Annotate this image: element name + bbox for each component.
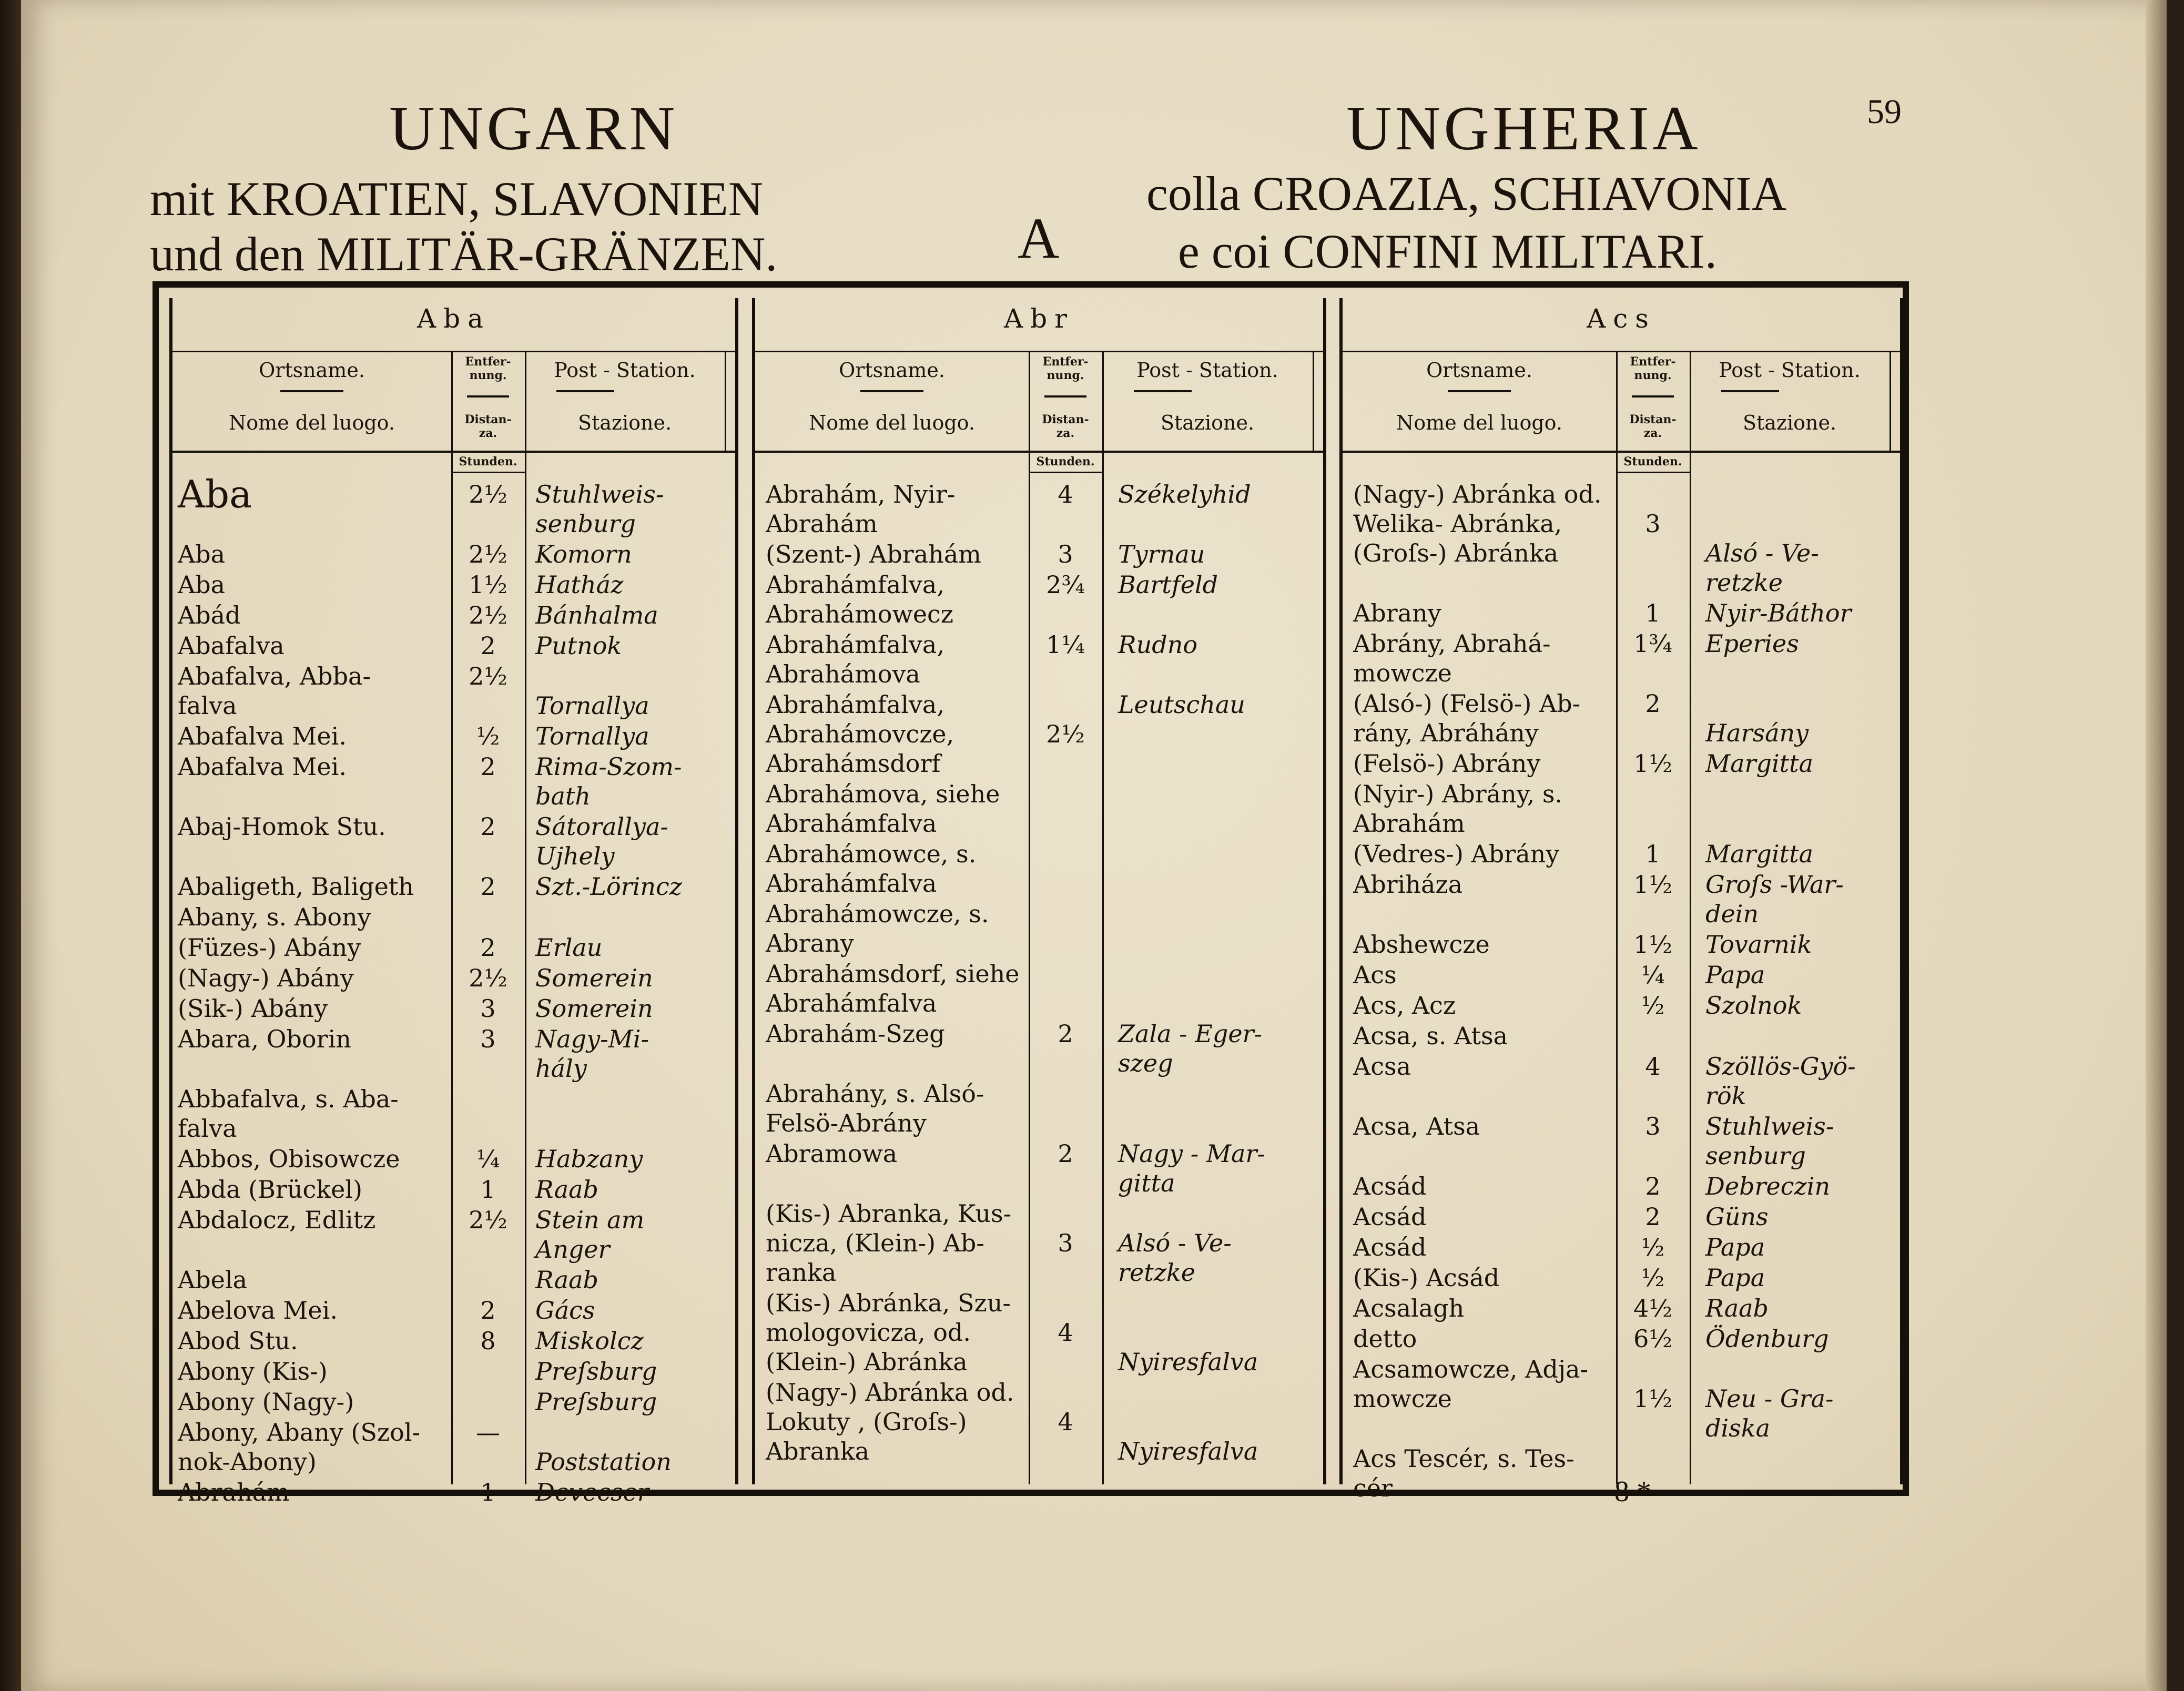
header-rule [755, 451, 1323, 453]
distance-hours: ½ [1641, 1233, 1665, 1261]
place-name: Abela [178, 1266, 248, 1294]
distance-hours: 1 [480, 1478, 496, 1506]
distance-hours: ½ [1641, 991, 1665, 1020]
header-stunden: Stunden. [459, 455, 517, 468]
distance-hours: 2½ [469, 964, 507, 992]
table-row [172, 1418, 735, 1476]
post-station: Eperies [1705, 629, 1799, 658]
distance-hours: 2½ [1046, 720, 1085, 748]
header-post: Post - Station. [1719, 359, 1861, 382]
table-row [172, 631, 735, 660]
table-row [1343, 960, 1900, 990]
place-name: Abramowa [766, 1139, 898, 1168]
table-row [1343, 1324, 1900, 1353]
place-name: Acs, Acz [1353, 991, 1456, 1020]
place-name: Abriháza [1353, 870, 1463, 899]
place-name: (Kis-) Acsád [1353, 1264, 1500, 1292]
post-station: Leutschau [1118, 690, 1245, 719]
distance-hours: 1 [1645, 599, 1661, 627]
post-station: Nyiresfalva [1118, 1437, 1258, 1465]
column-aba [169, 298, 738, 1506]
distance-hours: 2 [1058, 1020, 1073, 1048]
table-row [1343, 870, 1900, 929]
book-page [21, 0, 2167, 1691]
table-row [755, 630, 1323, 689]
section-rule [1343, 351, 1900, 352]
post-station: Bartfeld [1118, 571, 1218, 599]
place-name: Acsamowcze, Adja- mowcze [1353, 1355, 1589, 1413]
place-name: Abrány, Abrahá- mowcze [1353, 629, 1551, 687]
post-station: Bánhalma [535, 601, 658, 629]
table-row [755, 1079, 1323, 1138]
distance-hours: 2 [1645, 689, 1661, 718]
distance-hours: 8 [480, 1327, 496, 1355]
post-station: Margitta [1705, 840, 1814, 868]
table-row [172, 1084, 735, 1143]
place-name: Abrahány, s. Alsó- Felsö-Abrány [766, 1079, 984, 1137]
place-name: Abrahám-Szeg [766, 1020, 945, 1048]
place-name: Abafalva Mei. [178, 722, 347, 750]
table-row [172, 1175, 735, 1204]
table-row [172, 661, 735, 720]
left-title: UNGARN [389, 93, 678, 163]
post-station: Somerein [535, 994, 653, 1023]
table-row [172, 1144, 735, 1174]
distance-hours: 1½ [469, 571, 507, 599]
header-post: Post - Station. [1136, 359, 1278, 382]
place-name: (Felsö-) Abrány [1353, 749, 1541, 778]
table-row [172, 902, 735, 932]
table-row [172, 539, 735, 569]
place-name: Abony, Abany (Szol- nok-Abony) [178, 1418, 421, 1476]
post-station: Ödenburg [1705, 1325, 1829, 1353]
table-row [172, 872, 735, 901]
distance-hours: 1½ [1633, 870, 1672, 899]
post-station: Nagy-Mi- hály [535, 1025, 649, 1083]
distance-hours: 2¾ [1046, 571, 1085, 599]
post-station: Neu - Gra- diska [1705, 1384, 1834, 1442]
place-name: Abrahám, Nyir- Abrahám [766, 480, 956, 538]
post-station: Rudno [1118, 630, 1198, 659]
post-station: Preſsburg [535, 1357, 657, 1386]
right-title: UNGHERIA [1346, 93, 1701, 163]
table-row [1343, 1112, 1900, 1170]
left-subtitle-1: mit KROATIEN, SLAVONIEN [150, 172, 764, 226]
post-station: Erlau [535, 933, 603, 962]
header-stunden: Stunden. [1623, 455, 1682, 468]
stunden-rule [1029, 472, 1102, 473]
distance-hours: ½ [476, 722, 500, 750]
distance-hours: 4 [1058, 1318, 1073, 1347]
table-row [1343, 779, 1900, 838]
table-row [1343, 1021, 1900, 1051]
table-row [1343, 1052, 1900, 1111]
place-name: detto [1353, 1325, 1417, 1353]
section-letter: A [1018, 206, 1060, 270]
distance-hours: 4 [1058, 480, 1073, 508]
header-post: Post - Station. [554, 359, 696, 382]
post-station: Devecser [535, 1478, 649, 1506]
table-row [172, 1326, 735, 1356]
place-name: Abdalocz, Edlitz [178, 1206, 376, 1234]
distance-hours: 3 [1058, 1229, 1073, 1257]
distance-hours: ¼ [476, 1145, 500, 1173]
place-name: (Alsó-) (Felsö-) Ab- rány, Abráhány [1353, 689, 1581, 747]
section-rule [172, 351, 735, 352]
place-name: Acsalagh [1353, 1294, 1465, 1322]
distance-hours: ½ [1641, 1264, 1665, 1292]
header-bar [556, 390, 614, 392]
post-station: Komorn [535, 540, 632, 568]
table-row [172, 752, 735, 811]
row-list [172, 472, 735, 1506]
post-station: Putnok [535, 631, 622, 660]
place-name: (Nagy-) Abránka od. Lokuty , (Groſs-) Abranka [766, 1378, 1014, 1465]
place-name: Acs Tescér, s. Tes- cér [1353, 1444, 1574, 1502]
distance-hours: 1 [480, 1175, 496, 1204]
place-name: Abara, Oborin [178, 1025, 351, 1053]
place-name: Aba [178, 540, 226, 568]
distance-hours: 3 [1645, 1112, 1661, 1140]
post-station: Stuhlweis- senburg [1705, 1112, 1834, 1170]
table-row [1343, 1354, 1900, 1443]
place-name: Acsa, Atsa [1353, 1112, 1480, 1140]
table-row [1343, 480, 1900, 597]
header-ortsname: Ortsname. [1426, 359, 1532, 382]
distance-hours: 1¾ [1633, 629, 1672, 658]
place-name: (Nagy-) Abány [178, 964, 354, 992]
distance-hours: 2½ [469, 1206, 507, 1234]
distance-hours: 3 [1645, 510, 1661, 538]
header-stazione: Stazione. [1742, 411, 1837, 434]
distance-hours: 1½ [1633, 930, 1672, 959]
place-name: Acsád [1353, 1172, 1427, 1200]
distance-hours: 3 [480, 1025, 496, 1053]
table-row [755, 690, 1323, 778]
table-row [755, 1139, 1323, 1198]
page-number: 59 [1867, 93, 1902, 131]
post-station: Poststation [535, 1448, 672, 1476]
table-row [755, 779, 1323, 838]
post-station: Szöllös-Gyö- rök [1705, 1052, 1856, 1110]
post-station: Tornallya [535, 722, 649, 750]
table-row [172, 933, 735, 962]
divider-post-right [725, 351, 726, 453]
distance-hours: 1½ [1633, 749, 1672, 778]
header-bar [860, 390, 923, 392]
header-rule [172, 451, 735, 453]
place-name: Abony (Kis-) [178, 1357, 328, 1386]
table-row [1343, 1172, 1900, 1201]
place-name: Abrahámfalva, Abrahámowecz [766, 571, 954, 628]
table-row [1343, 1202, 1900, 1231]
place-name: Abafalva, Abba- falva [178, 662, 371, 720]
distance-hours: 2 [1645, 1172, 1661, 1200]
column-acs [1339, 298, 1903, 1502]
post-station: Stuhlweis- senburg [535, 480, 664, 538]
table-row [1343, 839, 1900, 869]
post-station: Szolnok [1705, 991, 1802, 1020]
table-row [1343, 689, 1900, 748]
post-station: Miskolcz [535, 1327, 644, 1355]
post-station: Somerein [535, 964, 653, 992]
table-row [755, 959, 1323, 1018]
distance-hours: 2 [480, 1296, 496, 1325]
table-row [1343, 1263, 1900, 1292]
place-name: Aba [178, 571, 226, 599]
table-row [755, 1199, 1323, 1287]
place-name: (Nagy-) Abránka od. Welika- Abránka, (Groſs-) Abránka [1353, 480, 1602, 567]
register-table [153, 281, 1909, 1506]
stunden-rule [1616, 472, 1690, 473]
distance-hours: ¼ [1641, 961, 1665, 989]
section-rule [755, 351, 1323, 352]
table-row [172, 963, 735, 993]
distance-hours: 1½ [1633, 1384, 1672, 1413]
header-bar [280, 390, 343, 392]
header-entfernung: Entfer- nung. [1042, 355, 1089, 382]
place-name: Abaligeth, Baligeth [178, 872, 414, 901]
post-station: Tovarnik [1705, 930, 1812, 959]
post-station: Papa [1705, 961, 1765, 989]
post-station: Tornallya [535, 691, 649, 720]
header-distanza: Distan- za. [1629, 413, 1677, 440]
place-name: Abany, s. Abony [178, 903, 371, 931]
table-row [755, 570, 1323, 629]
place-name: Abafalva [178, 631, 285, 660]
post-station: Alsó - Ve- retzke [1118, 1229, 1232, 1287]
place-name: (Vedres-) Abrány [1353, 840, 1560, 868]
place-name: Abád [178, 601, 241, 629]
table-row [1343, 1293, 1900, 1323]
place-name: (Füzes-) Abány [178, 933, 361, 962]
post-station: Margitta [1705, 749, 1814, 778]
place-name: Abod Stu. [178, 1327, 298, 1355]
post-station: Papa [1705, 1233, 1765, 1261]
table-row [1343, 749, 1900, 778]
row-list [755, 480, 1323, 1484]
table-row [172, 1478, 735, 1507]
table-row [1343, 1232, 1900, 1262]
header-stunden: Stunden. [1036, 455, 1095, 468]
column-abr [752, 298, 1326, 1484]
post-station: Nyir-Báthor [1705, 599, 1852, 627]
table-row [755, 539, 1323, 569]
table-row [1343, 930, 1900, 959]
table-row [172, 1357, 735, 1386]
section-title: Abr [1003, 303, 1075, 334]
distance-hours: 2 [480, 752, 496, 781]
post-station: Raab [535, 1266, 598, 1294]
distance-hours: 2 [1058, 1139, 1073, 1168]
post-station: Tyrnau [1118, 540, 1205, 568]
header-nome: Nome del luogo. [809, 411, 975, 434]
divider-post-right [1890, 351, 1891, 453]
page-edge [2146, 0, 2167, 1691]
table-row [755, 899, 1323, 958]
distance-hours: 6½ [1633, 1325, 1672, 1353]
post-station: Gács [535, 1296, 595, 1325]
place-name: Acsád [1353, 1233, 1427, 1261]
row-list [1343, 480, 1900, 1502]
place-name: (Kis-) Abranka, Kus- nicza, (Klein-) Ab- ranka [766, 1199, 1012, 1287]
right-subtitle-1: colla CROAZIA, SCHIAVONIA [1146, 167, 1787, 220]
post-station: Hatház [535, 571, 624, 599]
place-name: Abony (Nagy-) [178, 1388, 354, 1416]
header-distanza: Distan- za. [1042, 413, 1089, 440]
post-station: Szt.-Lörincz [535, 872, 682, 901]
place-name: Abelova Mei. [178, 1296, 338, 1325]
place-name: Abrahámsdorf, siehe Abrahámfalva [766, 960, 1020, 1017]
place-name: Abrany [1353, 599, 1441, 627]
header-nome: Nome del luogo. [229, 411, 395, 434]
place-name: (Nyir-) Abrány, s. Abrahám [1353, 780, 1563, 838]
table-row [172, 994, 735, 1023]
left-subtitle-2: und den MILITÄR-GRÄNZEN. [150, 227, 778, 281]
place-name: Abrahámfalva, Abrahámovcze, Abrahámsdorf [766, 690, 954, 778]
place-name: Abrahámowcze, s. Abrany [766, 900, 989, 957]
stunden-rule [451, 472, 525, 473]
place-name: Acsa, s. Atsa [1353, 1022, 1508, 1050]
distance-hours: 2 [480, 933, 496, 962]
distance-hours: 3 [1058, 540, 1073, 568]
distance-hours: 2 [480, 631, 496, 660]
distance-hours: 4 [1645, 1052, 1661, 1081]
post-station: Alsó - Ve- retzke [1705, 539, 1819, 597]
table-row [1343, 991, 1900, 1020]
header-entfernung: Entfer- nung. [465, 355, 511, 382]
place-name: Abrahám [178, 1478, 290, 1506]
place-name: Aba [178, 472, 252, 516]
post-station: Nyiresfalva [1118, 1348, 1258, 1376]
post-station: Stein am Anger [535, 1206, 645, 1264]
place-name: Abrahámowce, s. Abrahámfalva [766, 840, 977, 898]
post-station: Raab [1705, 1294, 1769, 1322]
post-station: Preſsburg [535, 1388, 657, 1416]
header-bar [1448, 390, 1511, 392]
place-name: Abda (Brückel) [178, 1175, 363, 1204]
table-row [172, 600, 735, 630]
table-row [172, 812, 735, 871]
distance-hours: 1 [1645, 840, 1661, 868]
table-row [755, 480, 1323, 538]
table-row [172, 1205, 735, 1264]
table-row [1343, 629, 1900, 688]
table-row [172, 1265, 735, 1295]
post-station: Raab [535, 1175, 598, 1204]
place-name: (Sik-) Abány [178, 994, 328, 1023]
header-bar [1134, 390, 1192, 392]
distance-hours: 4½ [1633, 1294, 1672, 1322]
section-title: Aba [417, 303, 491, 334]
signature-mark: 8 * [1614, 1475, 1651, 1508]
distance-hours: 3 [480, 994, 496, 1023]
distance-hours: 2 [480, 872, 496, 901]
table-row [172, 1387, 735, 1417]
header-rule [1343, 451, 1900, 453]
distance-hours: 2 [480, 812, 496, 841]
distance-hours: 2 [1645, 1203, 1661, 1231]
distance-hours: 4 [1058, 1408, 1073, 1436]
header-stazione: Stazione. [577, 411, 672, 434]
header-bar [1721, 390, 1779, 392]
divider-post-right [1313, 351, 1314, 453]
place-name: Abrahámfalva, Abrahámova [766, 630, 944, 688]
place-name: Abbafalva, s. Aba- falva [178, 1085, 399, 1143]
place-name: Abafalva Mei. [178, 752, 347, 781]
place-name: Acsa [1353, 1052, 1411, 1081]
header-bar [467, 395, 509, 398]
post-station: Nagy - Mar- gitta [1118, 1139, 1265, 1197]
header-nome: Nome del luogo. [1396, 411, 1562, 434]
table-row [755, 1288, 1323, 1377]
post-station: Székelyhid [1118, 480, 1251, 508]
table-row [172, 721, 735, 751]
distance-hours: — [476, 1418, 500, 1446]
header-bar [1632, 395, 1674, 398]
place-name: Abrahámova, siehe Abrahámfalva [766, 780, 1000, 838]
right-subtitle-2: e coi CONFINI MILITARI. [1178, 225, 1717, 278]
post-station: Papa [1705, 1264, 1765, 1292]
header-ortsname: Ortsname. [259, 359, 365, 382]
place-name: Acsád [1353, 1203, 1427, 1231]
post-station: Groſs -War- dein [1705, 870, 1844, 928]
post-station: Debreczin [1705, 1172, 1831, 1200]
post-station: Rima-Szom- bath [535, 752, 682, 810]
place-name: Abbos, Obisowcze [178, 1145, 400, 1173]
place-name: Abshewcze [1353, 930, 1490, 959]
section-title: Acs [1587, 303, 1656, 334]
post-station: Habzany [535, 1145, 643, 1173]
table-row [755, 1378, 1323, 1466]
distance-hours: 2½ [469, 540, 507, 568]
table-row [172, 1296, 735, 1325]
table-row [172, 570, 735, 599]
distance-hours: 2½ [469, 480, 507, 508]
header-bar [1044, 395, 1086, 398]
post-station: Sátorallya- Ujhely [535, 812, 668, 870]
table-row [755, 1019, 1323, 1078]
table-row [755, 839, 1323, 898]
table-row [172, 1024, 735, 1083]
header-stazione: Stazione. [1160, 411, 1255, 434]
header-distanza: Distan- za. [464, 413, 512, 440]
place-name: Abaj-Homok Stu. [178, 812, 386, 841]
post-station: Zala - Eger- szeg [1118, 1020, 1263, 1077]
header-entfernung: Entfer- nung. [1630, 355, 1676, 382]
table-row [1343, 598, 1900, 628]
post-station: Güns [1705, 1203, 1769, 1231]
distance-hours: 2½ [469, 662, 507, 690]
place-name: Acs [1353, 961, 1397, 989]
place-name: (Kis-) Abránka, Szu- mologovicza, od. (Klein-) Abránka [766, 1289, 1011, 1376]
place-name: (Szent-) Abrahám [766, 540, 981, 568]
distance-hours: 2½ [469, 601, 507, 629]
distance-hours: 1¼ [1046, 630, 1085, 659]
table-row [172, 472, 735, 538]
post-station: Harsány [1705, 719, 1809, 747]
header-ortsname: Ortsname. [839, 359, 945, 382]
